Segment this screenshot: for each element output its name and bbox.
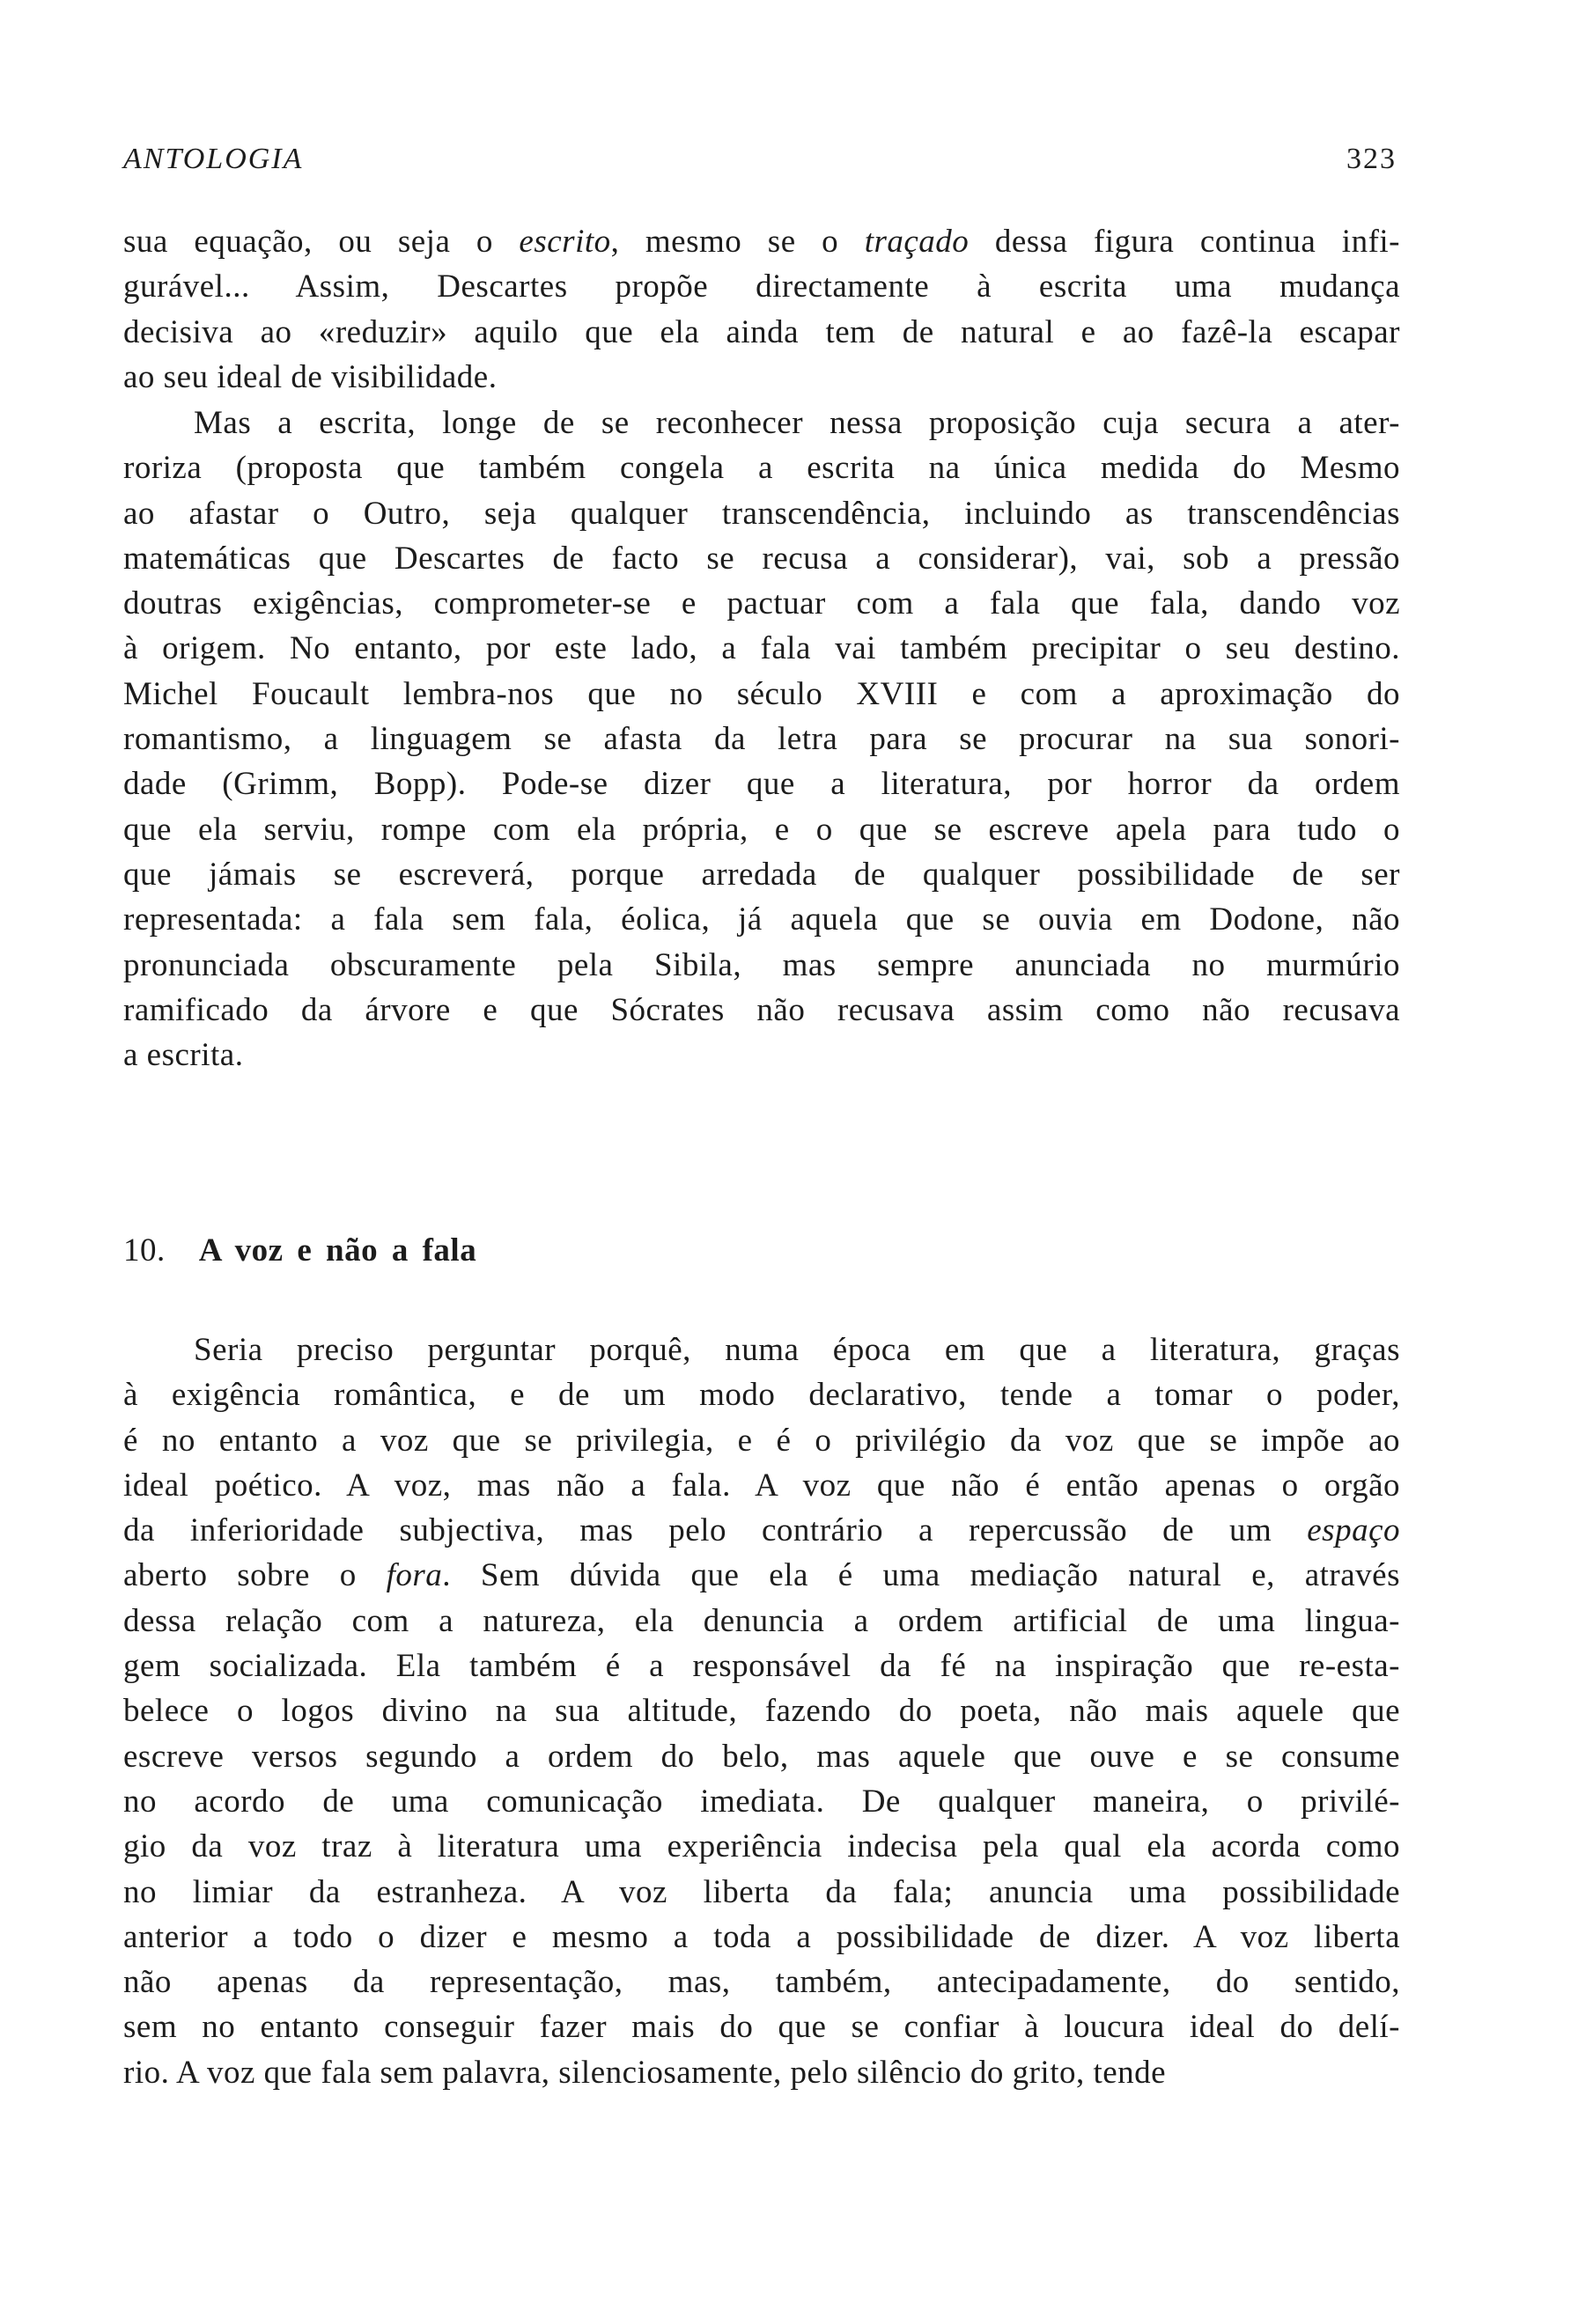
text-line: que ela serviu, rompe com ela própria, e o que se escreve apela para tudo o <box>123 811 1400 848</box>
italic-term: traçado <box>864 224 970 260</box>
text-line: gem socializada. Ela também é a responsável da fé na inspiração que re-esta- <box>123 1648 1400 1685</box>
section-heading <box>123 1228 476 1274</box>
text-line: não apenas da representação, mas, também, antecipadamente, do sentido, <box>123 1964 1400 2001</box>
text-line: ramificado da árvore e que Sócrates não recusava assim como não recusava <box>123 991 1400 1028</box>
text-line <box>123 1553 1400 1598</box>
text-line: a escrita. <box>123 1037 244 1074</box>
section-title: A voz e não a fala <box>198 1232 477 1269</box>
text-line: rio. A voz que fala sem palavra, silenciosamente, pelo silêncio do grito, tende <box>123 2054 1167 2091</box>
text-line: pronunciada obscuramente pela Sibila, mas sempre anunciada no murmúrio <box>123 946 1400 983</box>
text-line: dade (Grimm, Bopp). Pode-se dizer que a literatura, por horror da ordem <box>123 766 1400 803</box>
text-line: doutras exigências, comprometer-se e pactuar com a fala que fala, dando voz <box>123 585 1400 622</box>
text-segment: sua equação, ou seja o <box>123 224 520 260</box>
text-line: matemáticas que Descartes de facto se recusa a considerar), vai, sob a pressão <box>123 540 1400 577</box>
section-number: 10. <box>123 1232 166 1269</box>
text-segment: da inferioridade subjectiva, mas pelo contrário a repercussão de um <box>123 1512 1308 1549</box>
text-line: no acordo de uma comunicação imediata. De qualquer maneira, o privilé- <box>123 1783 1400 1820</box>
text-line: gurável... Assim, Descartes propõe directamente à escrita uma mudança <box>123 268 1400 305</box>
text-line: Michel Foucault lembra-nos que no século XVIII e com a aproximação do <box>123 675 1400 712</box>
text-line: Mas a escrita, longe de se reconhecer nessa proposição cuja secura a ater- <box>194 405 1400 441</box>
text-line: Seria preciso perguntar porquê, numa época em que a literatura, graças <box>194 1332 1400 1368</box>
text-line: à exigência romântica, e de um modo declarativo, tende a tomar o poder, <box>123 1377 1400 1414</box>
text-line: é no entanto a voz que se privilegia, e é o privilégio da voz que se impõe ao <box>123 1422 1400 1459</box>
running-title: ANTOLOGIA <box>123 143 304 175</box>
text-line: dessa relação com a natureza, ela denuncia a ordem artificial de uma lingua- <box>123 1602 1400 1639</box>
text-line: representada: a fala sem fala, éolica, já aquela que se ouvia em Dodone, não <box>123 901 1400 938</box>
text-line: romantismo, a linguagem se afasta da letra para se procurar na sua sonori- <box>123 721 1400 758</box>
italic-term: fora <box>386 1557 443 1594</box>
text-line: belece o logos divino na sua altitude, fazendo do poeta, não mais aquele que <box>123 1693 1400 1730</box>
paragraph-voz <box>123 1327 1400 2095</box>
text-line: que jámais se escreverá, porque arredada de qualquer possibilidade de ser <box>123 856 1400 893</box>
text-segment: , mesmo se o <box>610 224 865 260</box>
text-segment: aberto sobre o <box>123 1557 387 1594</box>
text-line <box>123 1508 1400 1553</box>
text-segment: . Sem dúvida que ela é uma mediação natural e, através <box>442 1557 1400 1594</box>
paragraph-foucault <box>123 401 1400 1077</box>
text-line: ao seu ideal de visibilidade. <box>123 358 498 395</box>
text-line: sem no entanto conseguir fazer mais do que se confiar à loucura ideal do delí- <box>123 2009 1400 2046</box>
text-line: escreve versos segundo a ordem do belo, mas aquele que ouve e se consume <box>123 1738 1400 1775</box>
text-line: roriza (proposta que também congela a escrita na única medida do Mesmo <box>123 450 1400 487</box>
page-number: 323 <box>1346 143 1397 175</box>
text-line: anterior a todo o dizer e mesmo a toda a possibilidade de dizer. A voz liberta <box>123 1918 1400 1955</box>
text-line: no limiar da estranheza. A voz liberta da fala; anuncia uma possibilidade <box>123 1873 1400 1910</box>
italic-term: escrito <box>519 224 611 260</box>
text-segment: dessa figura continua infi- <box>969 224 1400 260</box>
italic-term: espaço <box>1307 1512 1400 1549</box>
text-line <box>123 219 1400 264</box>
text-line: ideal poético. A voz, mas não a fala. A voz que não é então apenas o orgão <box>123 1467 1400 1504</box>
paragraph-continued <box>123 219 1400 400</box>
text-line: ao afastar o Outro, seja qualquer transcendência, incluindo as transcendências <box>123 495 1400 532</box>
text-line: gio da voz traz à literatura uma experiência indecisa pela qual ela acorda como <box>123 1828 1400 1865</box>
text-line: decisiva ao «reduzir» aquilo que ela ainda tem de natural e ao fazê-la escapar <box>123 313 1400 350</box>
running-head <box>123 143 1409 187</box>
text-line: à origem. No entanto, por este lado, a fala vai também precipitar o seu destino. <box>123 630 1400 667</box>
